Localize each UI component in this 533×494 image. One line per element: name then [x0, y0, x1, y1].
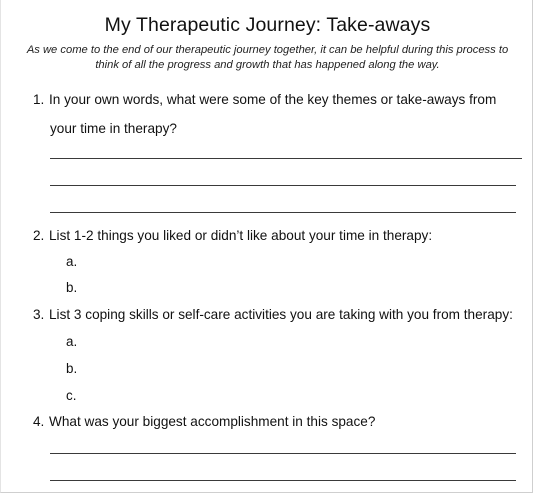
page-subtitle [15, 43, 520, 73]
question-4-text: What was your biggest accomplishment in this space? [49, 414, 376, 429]
question-3-text: List 3 coping skills or self-care activities you are taking with you from therapy: [49, 307, 513, 322]
question-2-text: List 1-2 things you liked or didn’t like about your time in therapy: [49, 228, 433, 243]
question-4 [33, 414, 375, 429]
question-3-item-b: b. [66, 361, 78, 376]
answer-line-1a[interactable] [50, 158, 522, 159]
question-1 [33, 92, 496, 107]
question-2-number: 2. [33, 228, 45, 243]
answer-line-4b[interactable] [50, 480, 516, 481]
question-3 [33, 307, 513, 322]
question-2-item-a: a. [66, 254, 78, 269]
answer-line-1b[interactable] [50, 185, 516, 186]
question-2 [33, 228, 432, 243]
question-1-text-continued: your time in therapy? [50, 121, 177, 136]
answer-line-4a[interactable] [50, 453, 516, 454]
question-2-item-b: b. [66, 280, 78, 295]
page-title: My Therapeutic Journey: Take-aways [104, 14, 431, 36]
question-3-item-a: a. [66, 334, 78, 349]
question-3-number: 3. [33, 307, 45, 322]
subtitle-line-1: As we come to the end of our therapeutic journey together, it can be helpful during this process to [26, 44, 509, 56]
question-4-number: 4. [33, 414, 45, 429]
answer-line-1c[interactable] [50, 212, 516, 213]
question-1-number: 1. [33, 92, 45, 107]
question-3-item-c: c. [66, 388, 77, 403]
question-1-text: In your own words, what were some of the key themes or take-aways from [49, 92, 497, 107]
subtitle-line-2: think of all the progress and growth that has happened along the way. [95, 59, 440, 71]
